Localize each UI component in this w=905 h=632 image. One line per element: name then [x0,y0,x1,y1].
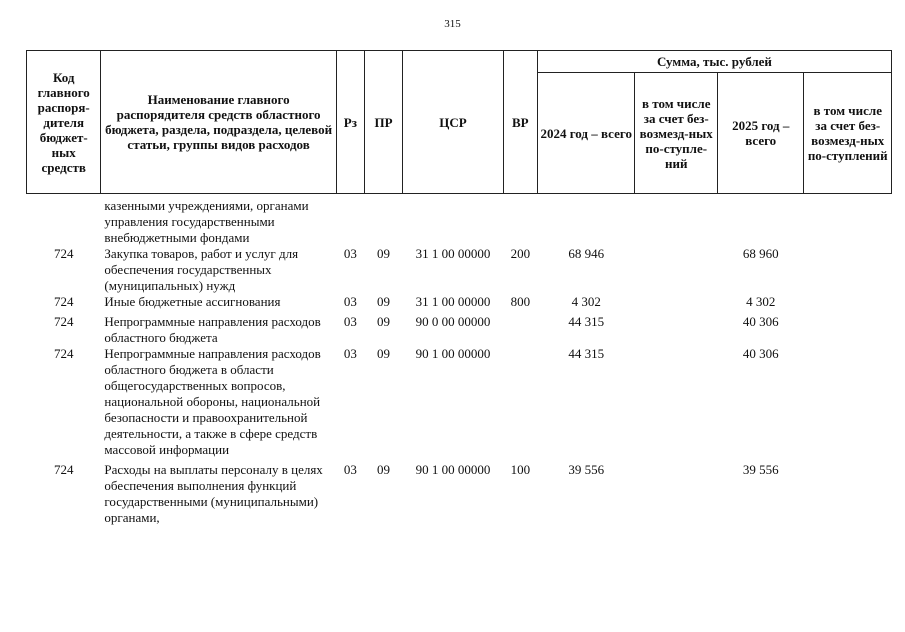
cell-name: казенными учреждениями, органами управления государственными внебюджетными фондами [104,198,309,245]
cell-pr: 09 [377,294,391,309]
table-row [27,346,892,458]
cell-code: 724 [53,294,74,309]
table-body [27,194,892,527]
cell-csr: 90 0 00 00000 [415,314,491,329]
table-row [27,246,892,294]
cell-pr: 09 [377,246,391,261]
cell-rz: 03 [343,462,357,477]
cell-2025: 68 960 [742,246,779,261]
cell-2024-free [635,346,717,458]
cell-vr: 100 [510,462,531,477]
cell-pr: 09 [377,346,391,361]
cell-2024-free [635,198,717,246]
cell-rz: 03 [343,314,357,329]
cell-name: Непрограммные направления расходов областного бюджета [104,314,321,345]
cell-vr [503,346,537,458]
cell-2024: 44 315 [568,314,605,329]
table-row [27,314,892,346]
header-rz: Рз [336,51,364,194]
cell-vr: 200 [510,246,531,261]
header-vr: ВР [503,51,537,194]
cell-2025-free [804,198,892,246]
cell-code: 724 [53,346,74,361]
cell-pr [364,198,402,246]
cell-2025-free [804,346,892,458]
cell-name: Расходы на выплаты персоналу в целях обеспечения выполнения функций государственными (муниципальными) органами, [104,462,323,525]
cell-2025: 40 306 [742,346,779,361]
cell-2024 [537,198,635,246]
cell-rz: 03 [343,294,357,309]
cell-2025-free [804,246,892,294]
cell-rz [336,198,364,246]
cell-2025: 40 306 [742,314,779,329]
budget-table [26,50,892,526]
cell-2024-free [635,246,717,294]
cell-csr [403,198,504,246]
cell-2025 [717,198,804,246]
cell-vr [503,198,537,246]
table-row [27,294,892,310]
cell-2024: 4 302 [571,294,601,309]
cell-name: Иные бюджетные ассигнования [104,294,281,309]
header-2024-free: в том числе за счет без-возмезд-ных по-ступле-ний [635,73,717,194]
cell-csr: 31 1 00 00000 [415,246,491,261]
cell-code: 724 [53,314,74,329]
header-sum-group: Сумма, тыс. рублей [537,51,891,73]
cell-csr: 90 1 00 00000 [415,346,491,361]
cell-2025: 39 556 [742,462,779,477]
cell-code: 724 [53,246,74,261]
cell-rz: 03 [343,346,357,361]
header-name: Наименование главного распорядителя средств областного бюджета, раздела, подраздела, целевой статьи, группы видов расходов [101,51,336,194]
cell-csr: 31 1 00 00000 [415,294,491,309]
header-csr: ЦСР [403,51,504,194]
table-row [27,198,892,246]
cell-name: Закупка товаров, работ и услуг для обеспечения государственных (муниципальных) нужд [104,246,299,293]
table-row [27,462,892,526]
cell-pr: 09 [377,462,391,477]
cell-2024-free [635,294,717,310]
page-number: 315 [444,18,461,30]
cell-name: Непрограммные направления расходов областного бюджета в области общегосударственных вопросов, национальной обороны, национальной безопасности и правоохранительной деятельности, а также в сфере средств массовой информации [104,346,321,457]
cell-2025-free [804,294,892,310]
cell-code [27,198,101,246]
header-2024-total: 2024 год – всего [537,73,635,194]
cell-2025-free [804,462,892,526]
cell-2024: 68 946 [568,246,605,261]
table-header [27,51,892,194]
cell-vr: 800 [510,294,531,309]
cell-vr [503,314,537,346]
header-code: Код главного распоря-дителя бюджет-ных средств [27,51,101,194]
header-pr: ПР [364,51,402,194]
cell-pr: 09 [377,314,391,329]
cell-2024: 39 556 [568,462,605,477]
cell-2024-free [635,462,717,526]
cell-code: 724 [53,462,74,477]
cell-2024-free [635,314,717,346]
header-2025-total: 2025 год – всего [717,73,804,194]
header-2025-free: в том числе за счет без-возмезд-ных по-ступлений [804,73,892,194]
cell-2025: 4 302 [746,294,776,309]
cell-csr: 90 1 00 00000 [415,462,491,477]
cell-2024: 44 315 [568,346,605,361]
cell-rz: 03 [343,246,357,261]
cell-2025-free [804,314,892,346]
